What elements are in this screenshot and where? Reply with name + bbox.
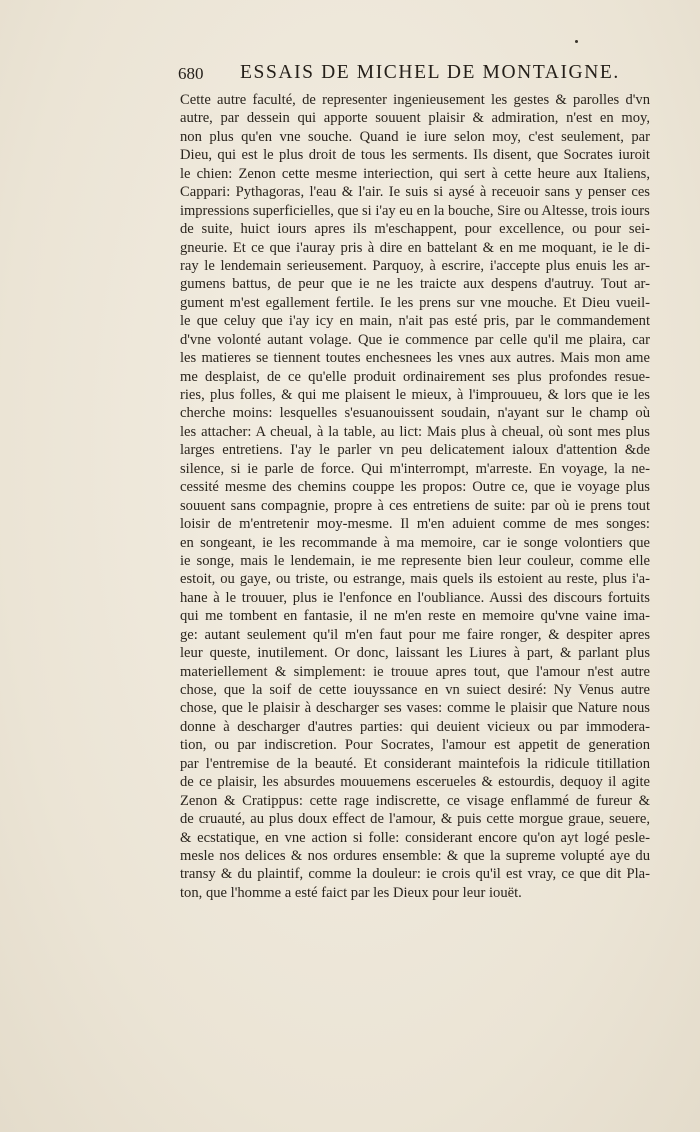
text-line: chose, que le plaisir à descharger ses vases: comme le plaisir que Nature nous [180,700,650,717]
text-line: ie songe, mais le lendemain, ie me represente bien leur couleur, comme elle [180,552,650,569]
text-line: de ce plaisir, les absurdes mouuemens escerueles & estourdis, dequoy il agite [180,774,650,791]
text-line: me desplaist, de ce qu'elle produit ordinairement ses plus profondes resue- [180,368,650,385]
text-line: chose, que la soif de cette iouyssance en vn suiect desiré: Ny Venus autre [180,682,650,698]
text-line: larges entretiens. I'ay le parler vn peu delicatement ialoux d'attention &de [180,442,650,459]
text-line: qui me tombent en fantasie, il ne m'en reste en memoire qu'vne vaine ima- [180,608,650,625]
text-line: de cruauté, au plus doux effect de l'amour, & puis cette morgue graue, seuere, [180,811,650,828]
text-line: gument m'est egallement fertile. Ie les prens sur vne mouche. Et Dieu vueil- [180,294,650,311]
text-line: non plus qu'en vne souche. Quand ie iure selon moy, c'est seulement, par [180,128,650,145]
page-number: 680 [178,64,204,83]
text-line: autre, par dessein qui apporte souuent plaisir & admiration, n'est en moy, [180,110,650,127]
text-line: ray le lendemain serieusement. Parquoy, à escrire, i'accepte plus enuis les ar- [180,257,650,274]
text-line: Zenon & Cratippus: cette rage indiscrette, ce visage enflammé de fureur & [180,792,650,809]
text-line: & ecstatique, en vne action si folle: considerant encore qu'on ayt logé pesle- [180,829,650,846]
text-line: les attacher: A cheual, à la table, au lict: Mais plus à cheual, où sont mes plus [180,423,650,440]
text-line: le chien: Zenon cette mesme interiection, qui sert à cette heure aux Italiens, [180,165,650,182]
text-line: gumens battus, de peur que ie ne les traicte aux despens d'autruy. Tout ar- [180,276,650,293]
page-header [178,62,618,88]
text-line: estoit, ou gaye, ou triste, ou estrange, mais quels ils estoient au reste, plus i'a- [180,571,650,588]
text-line: Cette autre faculté, de representer ingenieusement les gestes & parolles d'vn [180,92,650,108]
text-line: cherche moins: lesquelles s'esuanouissent soudain, n'ayant sur le champ où [180,405,650,422]
text-line: materiellement & simplement: ie trouue apres tout, que l'amour n'est autre [180,663,650,680]
body-text [180,91,650,902]
text-line: tion, ou par indiscretion. Pour Socrates, l'amour est appetit de generation [180,737,650,754]
text-line: les matieres se tiennent toutes enchesnees les vnes aux autres. Mais mon ame [180,350,650,367]
text-line: de suite, huict iours apres ils m'eschappent, pour excellence, ou pour sei- [180,221,650,238]
text-line: ries, plus folles, & qui me plaisent le mieux, à l'improuueu, & lors que ie les [180,387,650,403]
text-line: loisir de m'entretenir moy-mesme. Il m'en aduient comme de mes songes: [180,516,650,533]
text-line: mesle nos delices & nos ordures ensemble: & que la supreme volupté aye du [180,847,650,864]
text-line: impressions superficielles, que si i'ay eu en la bouche, Sire ou Altesse, trois iours [180,202,650,219]
text-line: hane à le trouuer, plus ie l'enfonce en l'oubliance. Aussi des discours fortuits [180,589,650,606]
text-line: souuent sans compagnie, propre à ces entretiens de suite: par où ie prens tout [180,497,650,514]
text-line: cessité mesme des chemins couppe les propos: Outre ce, que ie voyage plus [180,479,650,496]
text-line: le que celuy que i'ay icy en main, n'ait pas esté pris, par le commandement [180,313,650,330]
text-line: en songeant, ie les recommande à ma memoire, car ie songe volontiers que [180,534,650,551]
text-line: Dieu, qui est le plus droit de tous les serments. Ils disent, que Socrates iuroit [180,147,650,164]
text-line: Cappari: Pythagoras, l'eau & l'air. Ie suis si aysé à receuoir sans y penser ces [180,184,650,201]
ink-speck [575,40,578,43]
text-line: leur queste, inutilement. Or donc, laissant les Liures à part, & parlant plus [180,645,650,662]
running-title: ESSAIS DE MICHEL DE MONTAIGNE. [240,62,620,83]
text-line: transy & du plaintif, comme la douleur: ie crois qu'il est vray, ce que dit Pla- [180,866,650,883]
text-line: ton, que l'homme a esté faict par les Dieux pour leur iouët. [180,884,522,901]
text-line: par l'entremise de la beauté. Et considerant maintefois la ridicule titillation [180,755,650,772]
text-line: gneurie. Et ce que i'auray pris à dire en battelant & en me moquant, ie le di- [180,239,650,256]
text-line: donne à descharger d'autres parties: qui deuient vicieux ou par immodera- [180,718,650,735]
text-line: ge: autant seulement qu'il m'en faut pour me faire ronger, & despiter apres [180,626,650,643]
text-line: silence, si ie parle de force. Qui m'interrompt, m'arreste. En voyage, la ne- [180,460,650,477]
text-line: d'vne volonté autant volage. Que ie commence par celle qu'il me plaira, car [180,331,650,348]
